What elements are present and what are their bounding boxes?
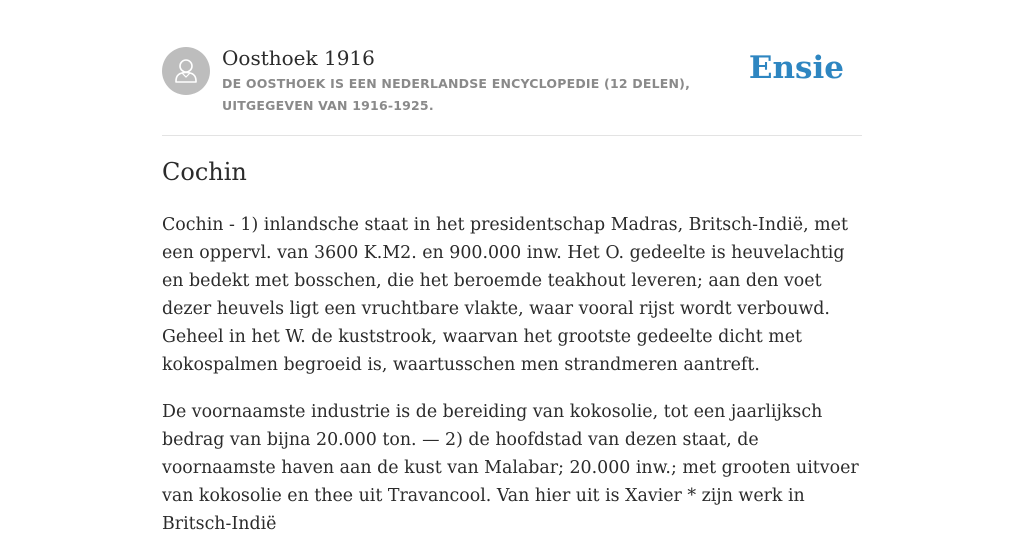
ensie-logo[interactable]: Ensie	[748, 50, 844, 86]
entry-content	[162, 211, 862, 557]
person-outline-icon	[162, 47, 210, 95]
source-header	[162, 44, 862, 136]
source-title[interactable]: Oosthoek 1916	[222, 46, 375, 70]
entry-paragraph: De voornaamste industrie is de bereiding van kokosolie, tot een jaarlijksch bedrag van bijna 20.000 ton. — 2) de hoofdstad van dezen staat, de voornaamste haven aan de kust van Malabar; 20.000 inw.; met grooten uitvoer van kokosolie en thee uit Travancool. Van hier uit is Xavier * zijn werk in Britsch-Indië	[162, 402, 859, 534]
entry-title: Cochin	[162, 158, 247, 186]
user-avatar-icon[interactable]	[162, 47, 210, 95]
header-divider	[162, 135, 862, 136]
source-description: DE OOSTHOEK IS EEN NEDERLANDSE ENCYCLOPEDIE (12 DELEN), UITGEGEVEN VAN 1916-1925.	[222, 76, 691, 113]
entry-paragraph: Cochin - 1) inlandsche staat in het presidentschap Madras, Britsch-Indië, met een oppervl. van 3600 K.M2. en 900.000 inw. Het O. gedeelte is heuvelachtig en bedekt met bosschen, die het beroemde teakhout leveren; aan den voet dezer heuvels ligt een vruchtbare vlakte, waar vooral rijst wordt verbouwd. Geheel in het W. de kuststrook, waarvan het grootste gedeelte dicht met kokospalmen begroeid is, waartusschen men strandmeren aantreft.	[162, 215, 848, 375]
